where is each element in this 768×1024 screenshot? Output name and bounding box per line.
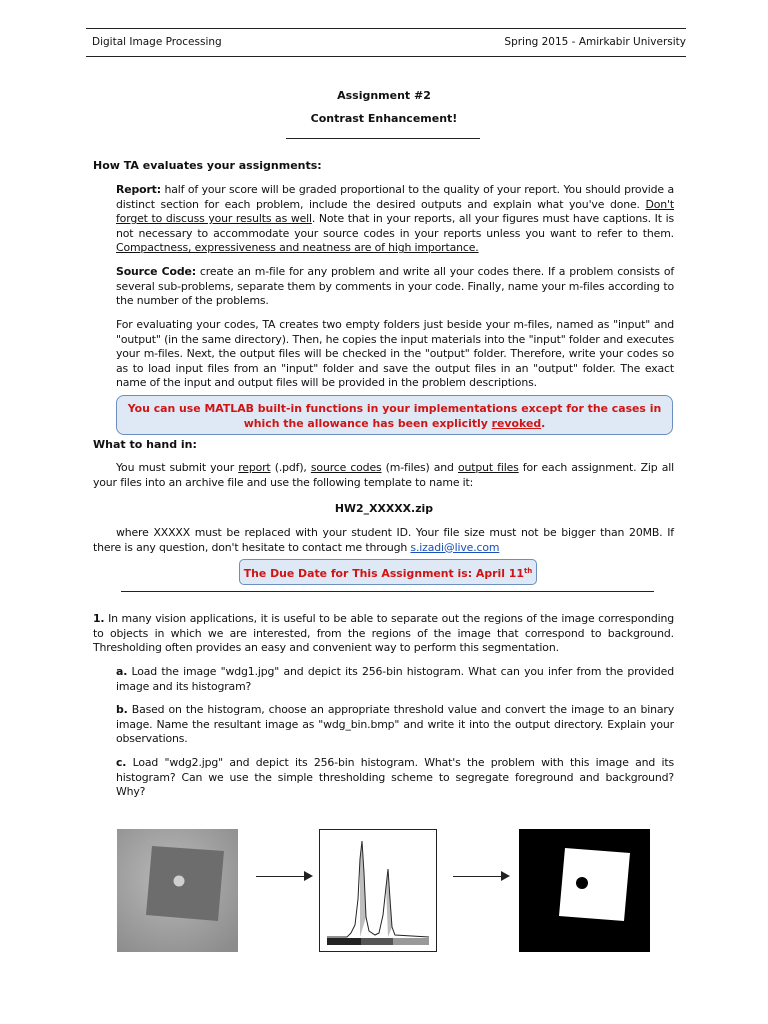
source-code-paragraph (116, 265, 674, 309)
submit-text-4: for each assignment. Zip all your files into an archive file and use the following template to name it: (93, 461, 674, 489)
problem1-part-b (116, 703, 674, 747)
source-code-text: create an m-file for any problem and write all your codes there. If a problem consists of several sub-problems, separate them by comments in your code. Finally, name your m-files according to the number of the problems. (116, 265, 675, 308)
assignment-title: Assignment #2 (337, 89, 431, 102)
arrow-right-icon (453, 876, 503, 877)
report-text-1: half of your score will be graded proportional to the quality of your report. You should provide a distinct section for each problem, include the desired outputs and explain what you've done. (116, 183, 674, 211)
submit-paragraph (93, 461, 674, 490)
email-link[interactable]: s.izadi@live.com (410, 540, 500, 554)
output-files-link: output files (457, 461, 519, 474)
assignment-subtitle: Contrast Enhancement! (310, 112, 458, 125)
histogram-plot-icon (319, 829, 437, 952)
submit-text-2: (.pdf), (270, 461, 311, 474)
part-a-label: a. (116, 665, 128, 678)
grayscale-photo-icon (117, 829, 238, 952)
matlab-note-box (116, 395, 673, 435)
part-b-text: Based on the histogram, choose an appropriate threshold value and convert the image to an binary image. Name the resultant image as "wdg_bin.bmp" and write it into the output directory. Explain your observations. (116, 703, 674, 746)
matlab-note-end: . (541, 417, 546, 430)
arrow-right-icon (501, 871, 510, 881)
matlab-note-revoked: revoked (491, 417, 542, 430)
part-c-text: Load "wdg2.jpg" and depict its 256-bin histogram. What's the problem with this image and its histogram? Can we use the simple thresholding scheme to segregate foreground and background? Why? (116, 756, 674, 799)
arrow-right-icon (304, 871, 313, 881)
report-label: Report: (116, 183, 161, 196)
submit-text-3: (m-files) and (381, 461, 458, 474)
report-text-2: . Note that in your reports, all your figures must have captions. It is not necessary to accommodate your source codes in your reports unless you want to refer to them. (116, 212, 674, 240)
folders-paragraph: For evaluating your codes, TA creates two empty folders just beside your m-files, named as "input" and "output" (in the same directory). Then, he copies the input materials into the "input" folder and executes your m-files. Next, the output files will be checked in the "output" folder. Therefore, write your codes so as to load input files from an "input" folder and save the output files in an "output" folder. The exact name of the input and output files will be provided in the problem descriptions. (116, 318, 674, 390)
header-course: Digital Image Processing (92, 36, 222, 48)
report-underline-1: Don't forget to discuss your results as well (116, 197, 674, 226)
header-bottom-rule (86, 56, 686, 57)
report-link: report (238, 461, 271, 474)
zip-filename-template: HW2_XXXXX.zip (334, 502, 434, 515)
header-semester: Spring 2015 - Amirkabir University (504, 36, 686, 48)
due-date-text: The Due Date for This Assignment is: April 11 (243, 567, 524, 580)
header-top-rule (86, 28, 686, 29)
title-rule (286, 138, 480, 139)
matlab-note-text: You can use MATLAB built-in functions in your implementations except for the cases in which the allowance has been explicitly (127, 402, 662, 430)
problem1-intro (93, 612, 674, 656)
source-code-label: Source Code: (116, 265, 196, 278)
problem1-intro-text: In many vision applications, it is useful to be able to separate out the regions of the image corresponding to objects in which we are interested, from the regions of the image that correspond to background. Thresholding often provides an easy and convenient way to perform this segmentation. (93, 612, 674, 655)
report-paragraph (116, 183, 674, 256)
arrow-right-icon (256, 876, 306, 877)
binary-image-icon (519, 829, 650, 952)
problem1-number: 1. (93, 612, 105, 625)
due-date-box (239, 559, 537, 585)
student-id-text: where XXXXX must be replaced with your student ID. Your file size must not be bigger than 20MB. If there is any question, don't hesitate to contact me through (93, 526, 674, 554)
part-a-text: Load the image "wdg1.jpg" and depict its 256-bin histogram. What can you infer from the provided image and its histogram? (116, 665, 674, 693)
student-id-paragraph (93, 526, 674, 555)
part-b-label: b. (116, 703, 128, 716)
due-date-suffix: th (523, 567, 533, 575)
report-underline-2: Compactness, expressiveness and neatness are of high importance. (116, 241, 479, 255)
evaluation-heading: How TA evaluates your assignments: (93, 159, 322, 172)
part-c-label: c. (116, 756, 127, 769)
source-codes-link: source codes (310, 461, 382, 474)
section-rule (121, 591, 654, 592)
problem1-part-c (116, 756, 674, 800)
handin-heading: What to hand in: (93, 438, 197, 451)
submit-text-1: You must submit your (116, 461, 239, 474)
problem1-part-a (116, 665, 674, 694)
